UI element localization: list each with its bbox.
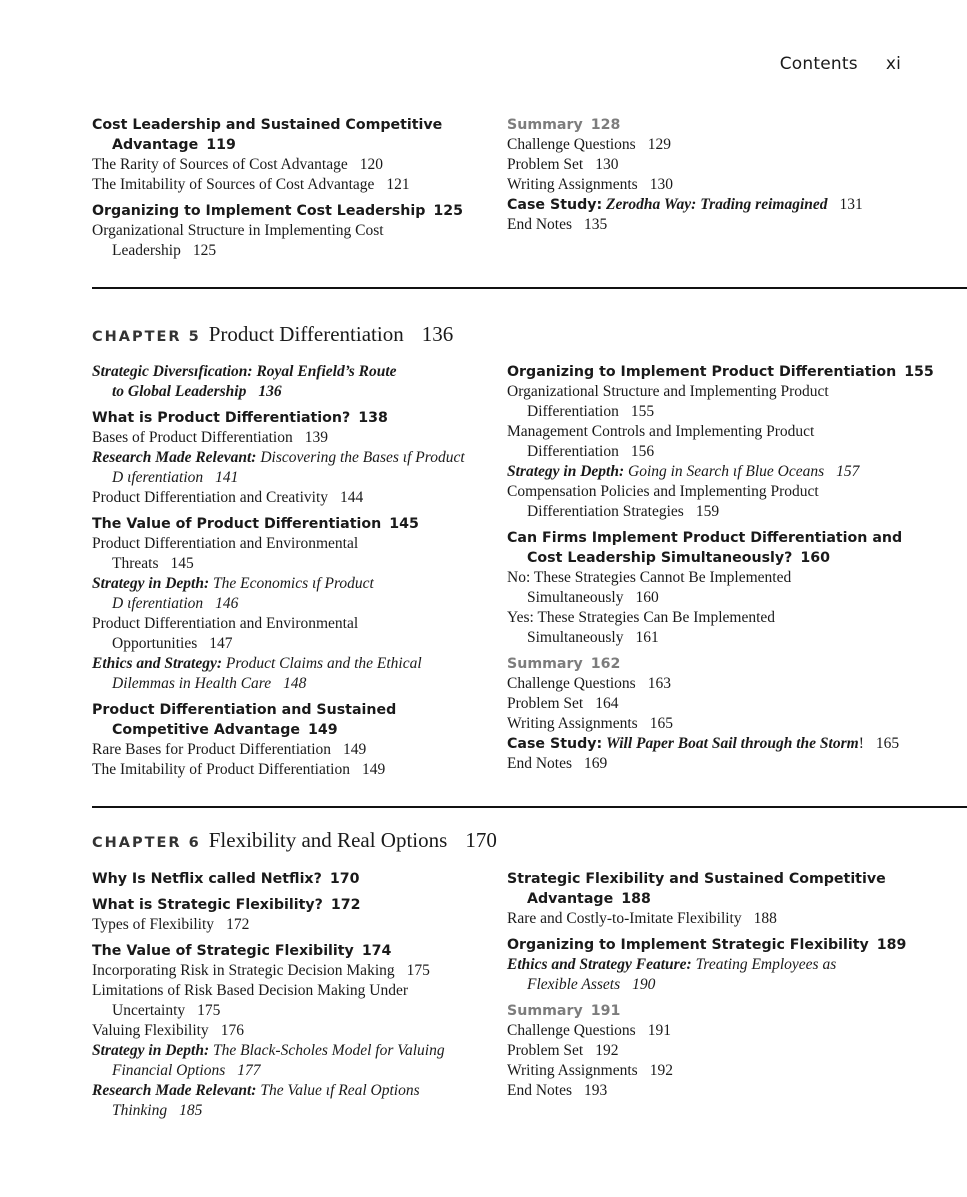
entry-text: Challenge Questions (507, 675, 636, 692)
entry-label: Case Study: (507, 197, 603, 213)
entry-page: 119 (206, 137, 236, 153)
entry-text: Organizing to Implement Cost Leadership (92, 203, 426, 219)
toc-entry (507, 528, 967, 568)
toc-entry (92, 115, 492, 155)
entry-text: The Economics ɩf Product (213, 575, 374, 592)
entry-page: 164 (595, 695, 619, 712)
entry-page: 185 (179, 1102, 203, 1119)
toc-entry (92, 654, 492, 694)
entry-text: Strategic Diversıfication: Royal Enfield’s Route (92, 363, 397, 380)
entry-text: Product Claims and the Ethical (225, 655, 422, 672)
entry-page: 160 (635, 589, 659, 606)
toc-entry (507, 155, 967, 175)
entry-page: 149 (361, 761, 386, 778)
toc-entry (507, 654, 967, 674)
toc-entry (92, 428, 492, 448)
entry-text: Leadership (112, 242, 181, 259)
toc-entry (92, 534, 492, 574)
entry-text: Differentiation Strategies (527, 503, 684, 520)
entry-page: 149 (308, 722, 338, 738)
entry-text: Incorporating Risk in Strategic Decision Making (92, 962, 395, 979)
toc-entry (507, 215, 967, 235)
entry-text: Differentiation (527, 443, 619, 460)
entry-text: Valuing Flexibility (92, 1022, 209, 1039)
entry-page: 162 (590, 656, 621, 672)
entry-page: 155 (630, 403, 655, 420)
toc-entry (507, 462, 967, 482)
entry-text: Differentiation (527, 403, 619, 420)
toc-entry (92, 760, 492, 780)
toc-entry (92, 155, 492, 175)
entry-text: The Value ɩf Real Options (260, 1082, 420, 1099)
entry-page: 125 (192, 242, 217, 259)
entry-page: 175 (197, 1002, 221, 1019)
toc-entry (507, 674, 967, 694)
toc-entry (92, 1081, 492, 1121)
entry-page: 147 (209, 635, 233, 652)
entry-text: Writing Assignments (507, 176, 638, 193)
entry-page: 176 (220, 1022, 244, 1039)
toc-entry (507, 754, 967, 774)
toc-ch6-right (507, 869, 967, 1101)
entry-text: No: These Strategies Cannot Be Implemented (507, 569, 792, 586)
toc-entry (507, 568, 967, 608)
entry-page: 125 (433, 203, 463, 219)
toc-entry (507, 955, 967, 995)
entry-page: 129 (647, 136, 671, 153)
entry-page: 145 (170, 555, 194, 572)
entry-page: 148 (283, 675, 307, 692)
toc-entry (507, 175, 967, 195)
entry-page: 120 (359, 156, 383, 173)
toc-ch6-left (92, 869, 492, 1121)
toc-entry (92, 574, 492, 614)
entry-text: Discovering the Bases ɩf Product (260, 449, 465, 466)
toc-entry (507, 135, 967, 155)
entry-text: The Imitability of Product Differentiation (92, 761, 350, 778)
entry-text: Writing Assignments (507, 1062, 638, 1079)
entry-text: What is Strategic Flexibility? (92, 897, 323, 913)
entry-text: End Notes (507, 1082, 573, 1099)
section-divider (92, 287, 967, 289)
entry-text: Types of Flexibility (92, 916, 215, 933)
entry-text: Rare and Costly-to-Imitate Flexibility (507, 910, 742, 927)
entry-page: 172 (330, 897, 361, 913)
entry-text: Competitive Advantage (112, 722, 301, 738)
entry-page: 138 (358, 410, 388, 426)
entry-text: Product Differentiation and Environmental (92, 535, 359, 552)
entry-page: 146 (215, 595, 239, 612)
toc-entry (92, 869, 492, 889)
chapter-5-label: CHAPTER 5 (92, 329, 201, 345)
entry-label: Strategy in Depth: (92, 1042, 210, 1059)
entry-text: Summary (507, 656, 583, 672)
entry-page: 175 (406, 962, 430, 979)
entry-page: 170 (329, 871, 360, 887)
entry-page: 130 (595, 156, 619, 173)
toc-entry (92, 175, 492, 195)
toc-entry (507, 1061, 967, 1081)
entry-page: 191 (647, 1022, 671, 1039)
toc-entry (92, 895, 492, 915)
entry-page: 188 (621, 891, 651, 907)
entry-text: The Value of Product Differentiation (92, 516, 382, 532)
entry-label: Research Made Relevant: (92, 449, 257, 466)
toc-entry (507, 482, 967, 522)
entry-label: Ethics and Strategy Feature: (507, 956, 692, 973)
toc-entry (507, 1041, 967, 1061)
entry-page: 174 (361, 943, 392, 959)
entry-text: Why Is Netflix called Netflix? (92, 871, 322, 887)
entry-page: 165 (875, 735, 900, 752)
toc-entry (92, 1021, 492, 1041)
entry-text: The Rarity of Sources of Cost Advantage (92, 156, 348, 173)
entry-page: 141 (215, 469, 239, 486)
entry-page: 136 (258, 383, 282, 400)
entry-text: Advantage (112, 137, 199, 153)
entry-text: Organizational Structure and Implementing Product (507, 383, 829, 400)
toc-entry (507, 734, 967, 754)
toc-entry (92, 915, 492, 935)
toc-entry (92, 514, 492, 534)
entry-page: 139 (304, 429, 328, 446)
entry-text: Product Differentiation and Sustained (92, 702, 397, 718)
entry-page: 192 (649, 1062, 673, 1079)
toc-entry (507, 869, 967, 909)
entry-page: 160 (800, 550, 831, 566)
toc-entry (92, 362, 492, 402)
toc-entry (507, 935, 967, 955)
toc-entry (92, 981, 492, 1021)
entry-text: Problem Set (507, 695, 584, 712)
toc-ch5-right (507, 362, 967, 774)
entry-text: Uncertainty (112, 1002, 186, 1019)
toc-entry (507, 382, 967, 422)
entry-text: What is Product Differentiation? (92, 410, 351, 426)
entry-page: 121 (386, 176, 410, 193)
entry-page: 190 (632, 976, 656, 993)
entry-text: Simultaneously (527, 629, 624, 646)
entry-page: 192 (595, 1042, 619, 1059)
entry-page: 159 (695, 503, 720, 520)
entry-text: D ɩferentiation (112, 595, 204, 612)
entry-page: 128 (590, 117, 621, 133)
entry-page: 193 (584, 1082, 608, 1099)
entry-text: Opportunities (112, 635, 198, 652)
entry-page: 189 (876, 937, 907, 953)
entry-text: Organizing to Implement Strategic Flexibility (507, 937, 869, 953)
entry-page: 165 (649, 715, 673, 732)
toc-entry (507, 195, 967, 215)
entry-text: Summary (507, 117, 583, 133)
toc-entry (507, 115, 967, 135)
entry-text: Problem Set (507, 1042, 584, 1059)
entry-text: Rare Bases for Product Differentiation (92, 741, 332, 758)
running-head-title: Contents (779, 54, 858, 74)
toc-entry (507, 1021, 967, 1041)
entry-text: Bases of Product Differentiation (92, 429, 293, 446)
entry-text: Limitations of Risk Based Decision Making Under (92, 982, 408, 999)
entry-text: Treating Employees as (695, 956, 837, 973)
entry-page: 156 (630, 443, 655, 460)
chapter-6-label: CHAPTER 6 (92, 835, 201, 851)
entry-page: 149 (343, 741, 367, 758)
entry-label: Strategy in Depth: (507, 463, 625, 480)
chapter-6-heading (92, 828, 497, 853)
chapter-6-page: 170 (465, 828, 497, 852)
entry-page: 131 (839, 196, 863, 213)
entry-text: Yes: These Strategies Can Be Implemented (507, 609, 776, 626)
toc-entry (507, 694, 967, 714)
toc-entry (507, 909, 967, 929)
toc-entry (92, 614, 492, 654)
toc-entry (507, 362, 967, 382)
entry-text: Organizing to Implement Product Differentiation (507, 364, 897, 380)
toc-entry (507, 422, 967, 462)
toc-top-right (507, 115, 967, 235)
entry-title: Will Paper Boat Sail through the Storm (606, 735, 859, 752)
entry-page: 163 (647, 675, 671, 692)
entry-text: Problem Set (507, 156, 584, 173)
entry-text: Advantage (527, 891, 614, 907)
toc-entry (507, 608, 967, 648)
toc-entry (92, 740, 492, 760)
entry-text: D ɩferentiation (112, 469, 204, 486)
entry-page: 155 (904, 364, 934, 380)
chapter-5-page: 136 (421, 322, 454, 346)
toc-entry (92, 941, 492, 961)
entry-text: Compensation Policies and Implementing Product (507, 483, 819, 500)
entry-label: Case Study: (507, 736, 603, 752)
entry-page: 177 (237, 1062, 261, 1079)
toc-entry (92, 221, 492, 261)
entry-text: End Notes (507, 216, 573, 233)
toc-entry (92, 408, 492, 428)
entry-label: Ethics and Strategy: (92, 655, 223, 672)
toc-entry (92, 1041, 492, 1081)
entry-page: 161 (635, 629, 659, 646)
entry-text: Organizational Structure in Implementing Cost (92, 222, 384, 239)
entry-text: Challenge Questions (507, 136, 636, 153)
entry-text: Thinking (112, 1102, 168, 1119)
toc-entry (92, 448, 492, 488)
entry-page: 169 (584, 755, 608, 772)
entry-page: 157 (836, 463, 860, 480)
entry-label: Strategy in Depth: (92, 575, 210, 592)
entry-text: Flexible Assets (527, 976, 621, 993)
toc-ch5-left (92, 362, 492, 780)
entry-text: Cost Leadership Simultaneously? (527, 550, 793, 566)
toc-entry (92, 961, 492, 981)
chapter-6-title: Flexibility and Real Options (208, 828, 448, 852)
toc-entry (92, 488, 492, 508)
entry-text: Threats (112, 555, 159, 572)
entry-text: Product Differentiation and Creativity (92, 489, 329, 506)
entry-page: 130 (649, 176, 673, 193)
entry-text: Challenge Questions (507, 1022, 636, 1039)
entry-text: to Global Leadership (112, 383, 247, 400)
entry-text: End Notes (507, 755, 573, 772)
entry-text: The Value of Strategic Flexibility (92, 943, 354, 959)
entry-text: Simultaneously (527, 589, 624, 606)
entry-text: The Black-Scholes Model for Valuing (213, 1042, 445, 1059)
entry-text: Dilemmas in Health Care (112, 675, 272, 692)
entry-page: 145 (389, 516, 419, 532)
entry-text: Cost Leadership and Sustained Competitive (92, 117, 443, 133)
entry-text: Going in Search ɩf Blue Oceans (628, 463, 825, 480)
entry-text: Management Controls and Implementing Product (507, 423, 815, 440)
chapter-5-title: Product Differentiation (208, 322, 404, 346)
entry-page: 135 (584, 216, 608, 233)
toc-entry (507, 1001, 967, 1021)
entry-title: Zerodha Way: Trading reimagined (606, 196, 828, 213)
entry-page: 172 (226, 916, 250, 933)
entry-text: Summary (507, 1003, 583, 1019)
section-divider (92, 806, 967, 808)
toc-entry (92, 201, 492, 221)
entry-text: Financial Options (112, 1062, 226, 1079)
entry-page: 191 (590, 1003, 621, 1019)
toc-entry (507, 714, 967, 734)
entry-text: Can Firms Implement Product Differentiation and (507, 530, 903, 546)
running-head (780, 54, 901, 74)
entry-text: Strategic Flexibility and Sustained Competitive (507, 871, 886, 887)
entry-label: Research Made Relevant: (92, 1082, 257, 1099)
entry-page: 188 (753, 910, 777, 927)
running-head-page: xi (885, 54, 901, 74)
toc-entry (507, 1081, 967, 1101)
entry-text: The Imitability of Sources of Cost Advantage (92, 176, 375, 193)
entry-text: Product Differentiation and Environmental (92, 615, 359, 632)
entry-text: Writing Assignments (507, 715, 638, 732)
chapter-5-heading (92, 322, 453, 347)
toc-top-left (92, 115, 492, 261)
entry-page: 144 (340, 489, 364, 506)
entry-suffix: ! (858, 735, 864, 752)
toc-entry (92, 700, 492, 740)
